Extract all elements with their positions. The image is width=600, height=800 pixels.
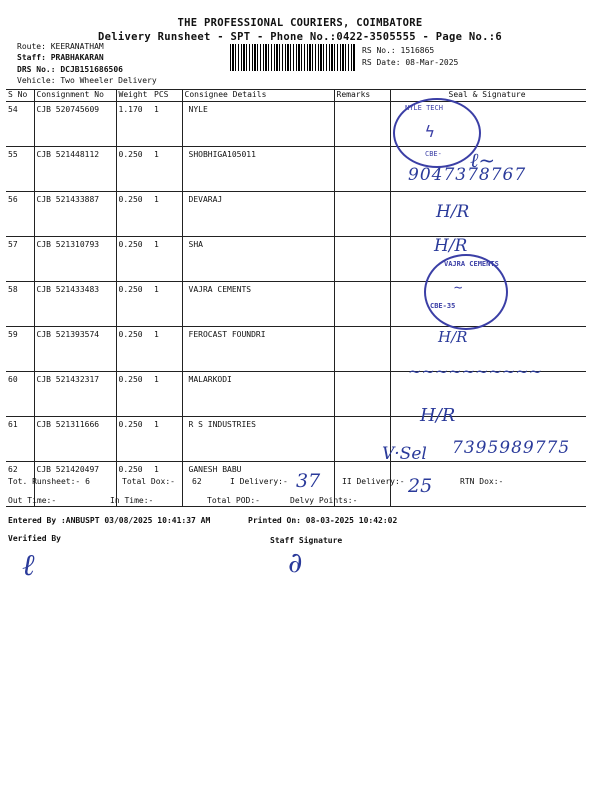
cell-consignment: CJB 521310793: [34, 237, 116, 282]
cell-pcs: 1: [152, 237, 182, 282]
cell-sno: 58: [6, 282, 34, 327]
staff-label: Staff: PRABHAKARAN: [17, 53, 104, 62]
cell-consignee: DEVARAJ: [182, 192, 334, 237]
signature-scribble-icon: ℓ~: [470, 148, 496, 172]
cell-consignment: CJB 521448112: [34, 147, 116, 192]
barcode: [230, 44, 356, 71]
cell-pcs: 1: [152, 462, 182, 507]
table-row: [6, 102, 586, 147]
cell-sno: 61: [6, 417, 34, 462]
handwritten-phone-1: 9047378767: [408, 165, 527, 185]
cell-pcs: 1: [152, 102, 182, 147]
column-header-pcs: PCS: [152, 90, 182, 102]
handwritten-name-scribble-2: V·Sel: [382, 444, 427, 464]
cell-sno: 56: [6, 192, 34, 237]
cell-consignment: CJB 521432317: [34, 372, 116, 417]
cell-consignee: SHOBHIGA105011: [182, 147, 334, 192]
printed-on: Printed On: 08-03-2025 10:42:02: [248, 516, 398, 525]
cell-consignee: SHA: [182, 237, 334, 282]
cell-consignee: MALARKODI: [182, 372, 334, 417]
company-title: THE PROFESSIONAL COURIERS, COIMBATORE: [177, 17, 423, 29]
nyle-seal-stamp: [393, 98, 481, 168]
handwritten-hr-2: H/R: [434, 236, 468, 256]
verifier-signature-icon: ℓ: [22, 548, 35, 583]
vehicle-label: Vehicle: Two Wheeler Delivery: [17, 76, 157, 85]
vajra-seal-stamp: [424, 254, 508, 330]
cell-weight: 0.250: [116, 372, 152, 417]
cell-pcs: 1: [152, 282, 182, 327]
cell-consignee: R S INDUSTRIES: [182, 417, 334, 462]
rtn-dox-label: RTN Dox:-: [460, 477, 504, 486]
stamp-text: NYLE TECH: [405, 104, 443, 112]
column-header-signature: Seal & Signature: [390, 90, 586, 102]
cell-weight: 0.250: [116, 417, 152, 462]
cell-weight: 1.170: [116, 102, 152, 147]
cell-sno: 54: [6, 102, 34, 147]
cell-remarks: [334, 282, 390, 327]
handwritten-hr-4: H/R: [420, 405, 456, 426]
rs-date: RS Date: 08-Mar-2025: [362, 58, 459, 67]
cell-pcs: 1: [152, 327, 182, 372]
cell-weight: 0.250: [116, 237, 152, 282]
column-header-sno: S No: [6, 90, 34, 102]
tot-runsheet: Tot. Runsheet:- 6: [8, 477, 90, 486]
route-label: Route: KEERANATHAM: [17, 42, 104, 51]
cell-sno: 62: [6, 462, 34, 507]
column-header-remarks: Remarks: [334, 90, 390, 102]
ii-delivery-label: II Delivery:-: [342, 477, 405, 486]
out-time-label: Out Time:-: [8, 496, 57, 505]
column-header-consignee: Consignee Details: [182, 90, 334, 102]
handwritten-name-scribble: ~~~~~~~~~~: [408, 362, 543, 381]
cell-consignment: CJB 520745609: [34, 102, 116, 147]
entered-by: Entered By :ANBUSPT 03/08/2025 10:41:37 AM: [8, 516, 211, 525]
rs-number: RS No.: 1516865: [362, 46, 435, 55]
cell-sno: 57: [6, 237, 34, 282]
cell-consignment: CJB 521420497: [34, 462, 116, 507]
total-dox-value: 62: [192, 477, 202, 486]
i-delivery-handwritten: 37: [296, 470, 321, 492]
cell-remarks: [334, 327, 390, 372]
cell-pcs: 1: [152, 192, 182, 237]
delvy-points-label: Delvy Points:-: [290, 496, 358, 505]
cell-weight: 0.250: [116, 327, 152, 372]
cell-consignee: VAJRA CEMENTS: [182, 282, 334, 327]
cell-weight: 0.250: [116, 192, 152, 237]
cell-consignment: CJB 521393574: [34, 327, 116, 372]
stamp-text: VAJRA CEMENTS: [444, 260, 499, 268]
verified-by-label: Verified By: [8, 534, 61, 543]
cell-pcs: 1: [152, 372, 182, 417]
column-header-weight: Weight: [116, 90, 152, 102]
staff-signature-icon: ∂: [288, 546, 303, 579]
cell-remarks: [334, 372, 390, 417]
cell-remarks: [334, 192, 390, 237]
total-dox-label: Total Dox:-: [122, 477, 175, 486]
stamp-signature-icon: ∼: [454, 280, 463, 296]
cell-remarks: [334, 147, 390, 192]
table-header-row: [6, 90, 586, 102]
runsheet-subtitle: Delivery Runsheet - SPT - Phone No.:0422-3505555 - Page No.:6: [98, 31, 502, 43]
handwritten-phone-2: 7395989775: [452, 438, 571, 458]
cell-pcs: 1: [152, 417, 182, 462]
in-time-label: In Time:-: [110, 496, 154, 505]
stamp-city: CBE-: [425, 150, 442, 158]
i-delivery-label: I Delivery:-: [230, 477, 288, 486]
cell-consignee: GANESH BABU: [182, 462, 334, 507]
cell-sno: 55: [6, 147, 34, 192]
column-header-consignment: Consignment No: [34, 90, 116, 102]
cell-pcs: 1: [152, 147, 182, 192]
cell-sno: 59: [6, 327, 34, 372]
cell-consignment: CJB 521311666: [34, 417, 116, 462]
handwritten-hr-3: H/R: [438, 328, 468, 346]
staff-signature-label: Staff Signature: [270, 536, 343, 545]
cell-consignment: CJB 521433887: [34, 192, 116, 237]
stamp-city: CBE-35: [430, 302, 456, 310]
cell-weight: 0.250: [116, 462, 152, 507]
cell-consignee: FEROCAST FOUNDRI: [182, 327, 334, 372]
cell-weight: 0.250: [116, 147, 152, 192]
table-row: [6, 192, 586, 237]
ii-delivery-handwritten: 25: [408, 475, 433, 497]
cell-signature: [390, 192, 586, 237]
cell-consignee: NYLE: [182, 102, 334, 147]
total-pod-label: Total POD:-: [207, 496, 260, 505]
cell-weight: 0.250: [116, 282, 152, 327]
cell-remarks: [334, 102, 390, 147]
drs-number: DRS No.: DCJB151686506: [17, 65, 123, 74]
stamp-signature-icon: ϟ: [425, 122, 435, 141]
cell-sno: 60: [6, 372, 34, 417]
cell-consignment: CJB 521433483: [34, 282, 116, 327]
cell-remarks: [334, 237, 390, 282]
handwritten-hr-1: H/R: [436, 202, 470, 222]
